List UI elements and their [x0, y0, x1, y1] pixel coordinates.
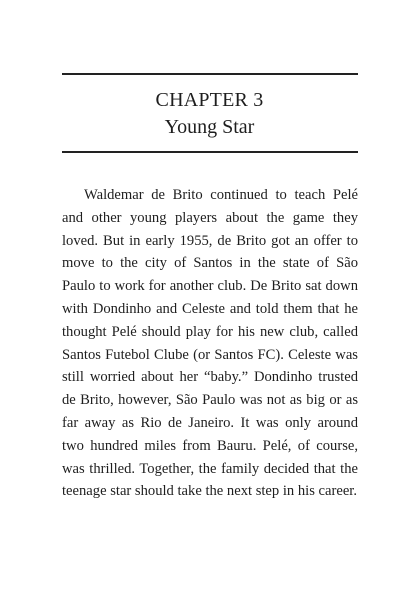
- chapter-top-rule: [62, 73, 358, 75]
- body-paragraph: Waldemar de Brito continued to teach Pelé and other young players about the game they loved. But in early 1955, de Brito got an offer to move to the city of Santos in the state of São Paulo to work for another club. De Brito sat down with Dondinho and Celeste and told them that he thought Pelé should play for his new club, called Santos Futebol Clube (or Santos FC). Celeste was still worried about her “baby.” Dondinho trusted de Brito, however, São Paulo was not as big or as far away as Rio de Janeiro. It was only around two hundred miles from Bauru. Pelé, of course, was thrilled. Together, the family decided that the teenage star should take the next step in his career.: [62, 187, 358, 500]
- chapter-title: Young Star: [164, 116, 255, 138]
- chapter-number: CHAPTER 3: [155, 89, 264, 111]
- chapter-bottom-rule: [62, 151, 358, 153]
